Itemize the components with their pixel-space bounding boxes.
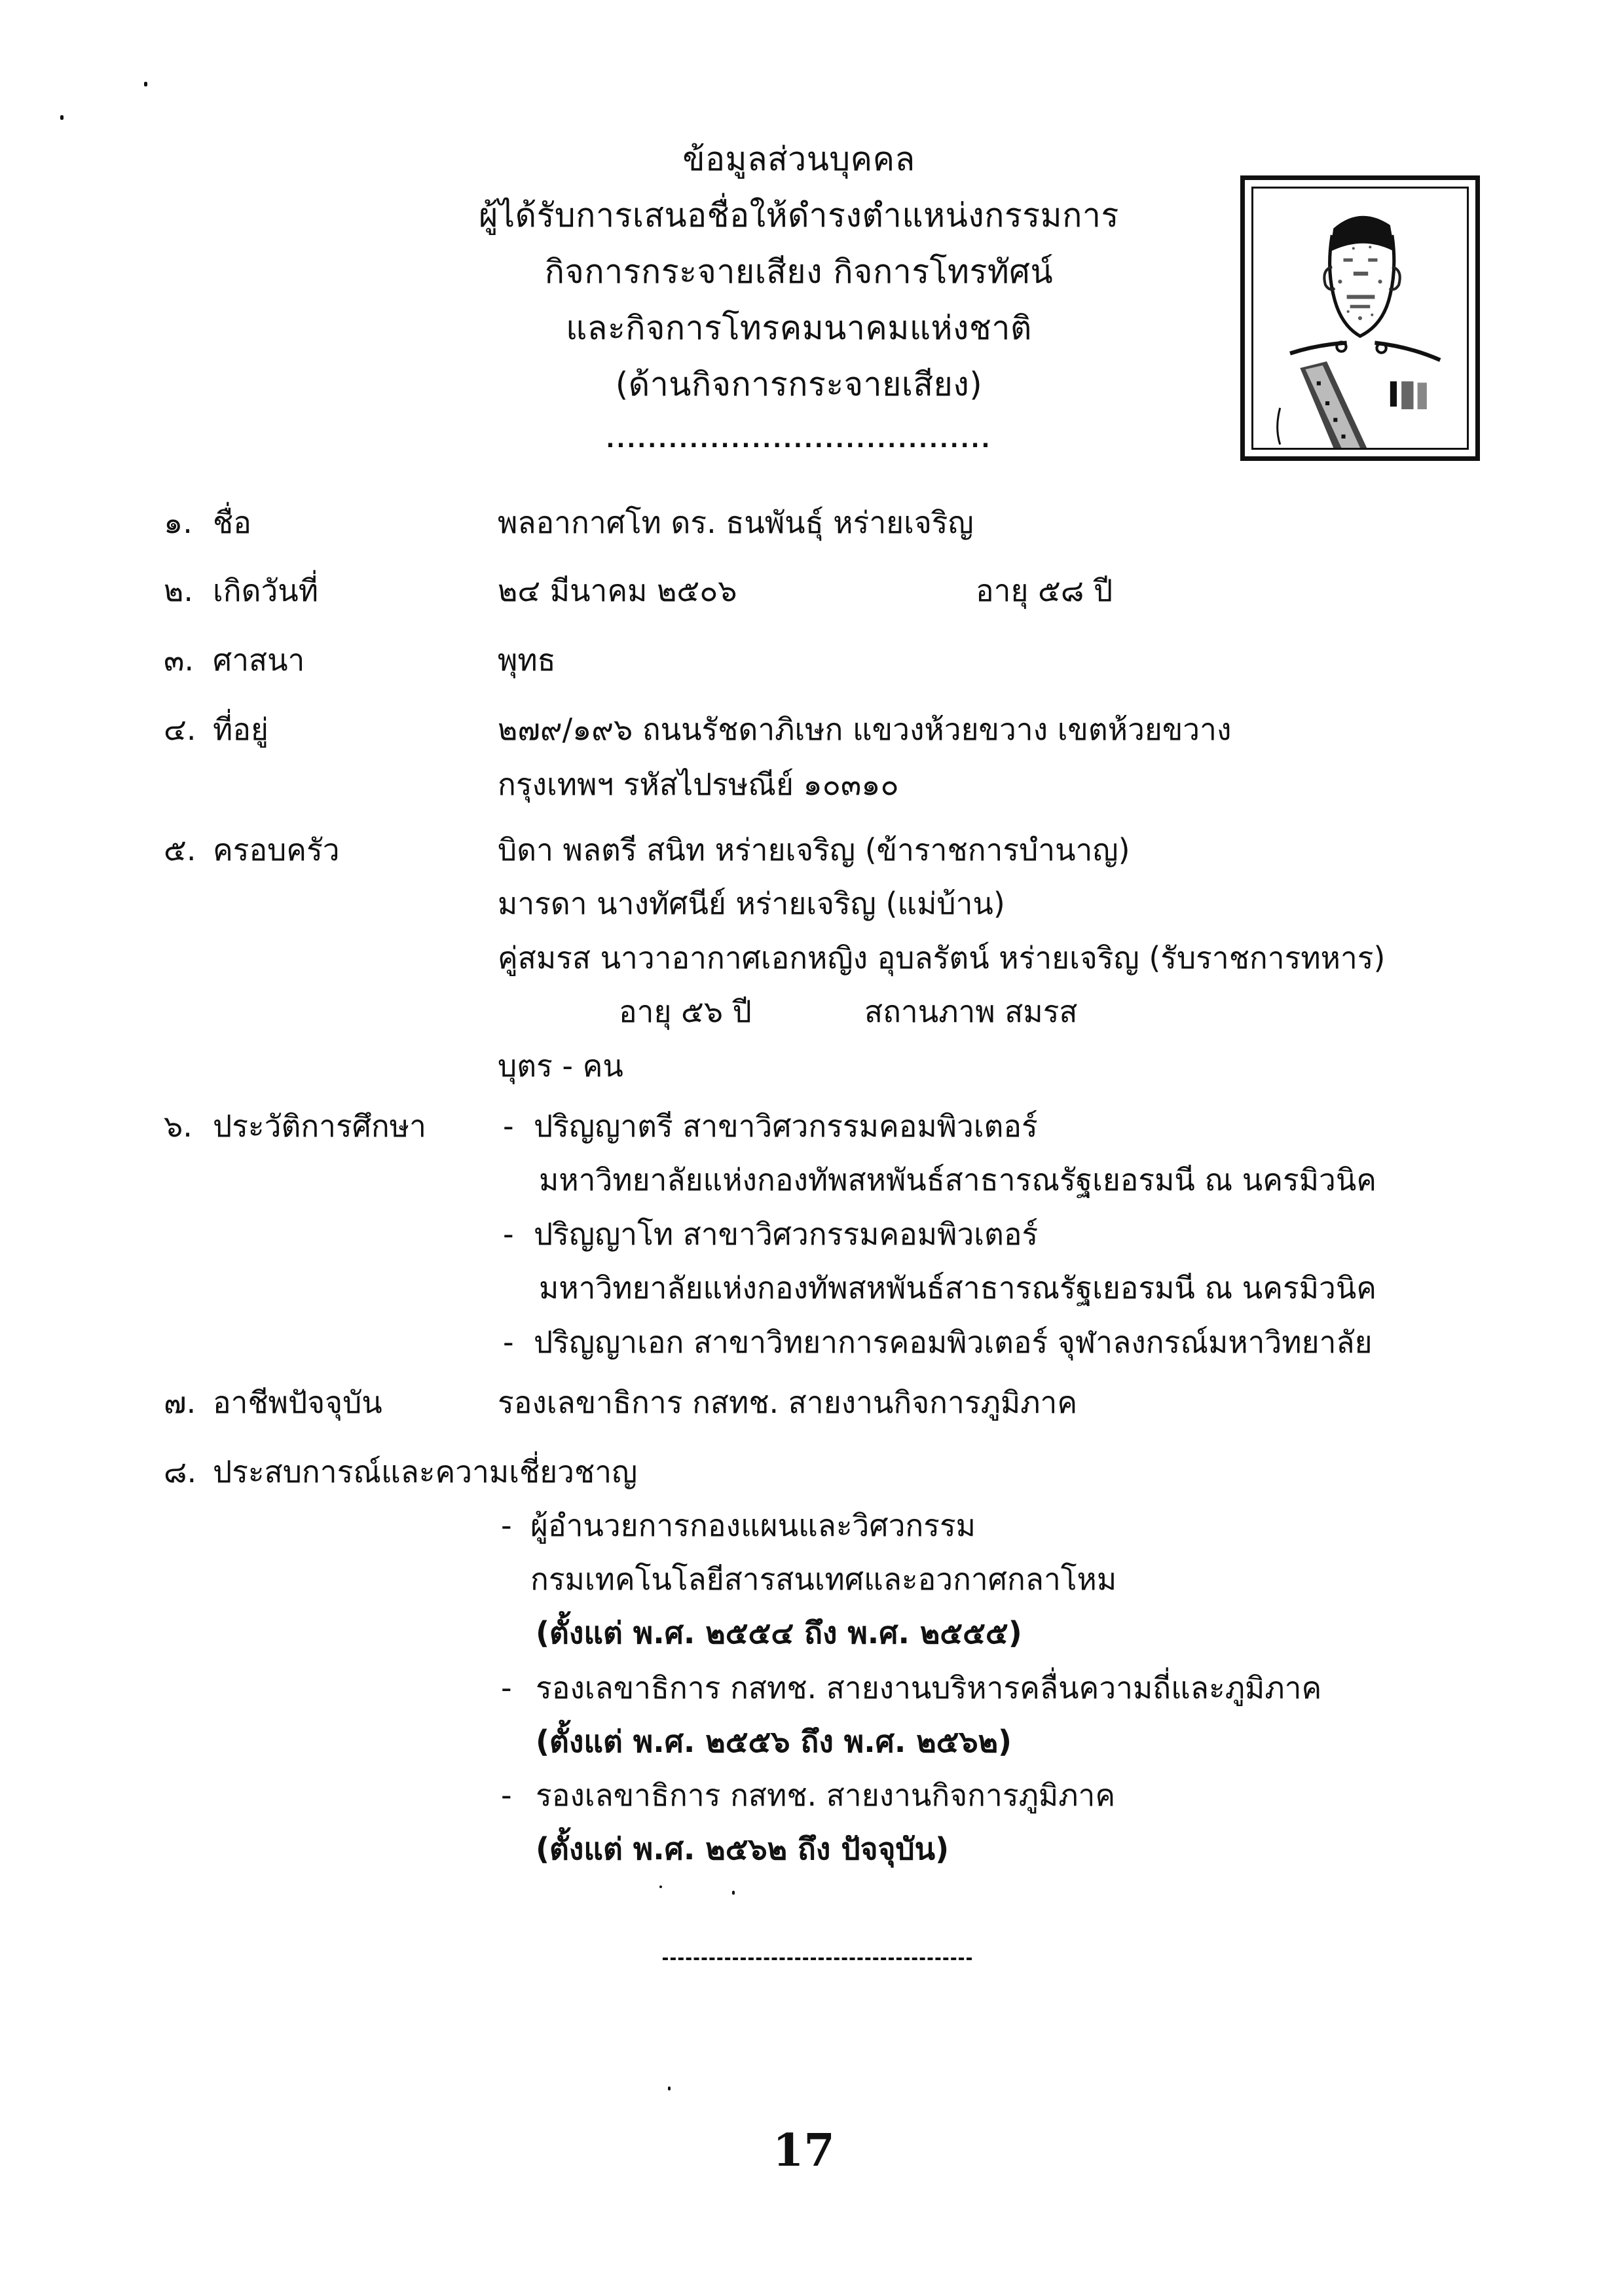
item-label: ที่อยู่ <box>213 712 268 747</box>
end-separator-line <box>663 1958 972 1960</box>
experience-1-line-2: กรมเทคโนโลยีสารสนเทศและอวกาศกลาโหม <box>530 1561 1117 1597</box>
item-experience-row <box>0 1452 1624 1491</box>
scan-speck <box>668 2086 671 2090</box>
bullet-dash: - <box>503 1216 514 1252</box>
title-line-4: และกิจการโทรคมนาคมแห่งชาติ <box>566 309 1032 347</box>
education-institution-1: มหาวิทยาลัยแห่งกองทัพสหพันธ์สาธารณรัฐเยอรมนี ณ นครมิวนิค <box>539 1162 1377 1197</box>
title-line-3: กิจการกระจายเสียง กิจการโทรทัศน์ <box>544 253 1054 291</box>
spouse-status-value: สถานภาพ สมรส <box>864 994 1078 1029</box>
item-name-row <box>0 503 1624 542</box>
scan-speck <box>659 1886 662 1888</box>
bullet-dash: - <box>503 1324 514 1360</box>
item-occupation-row <box>0 1383 1624 1422</box>
scan-speck <box>144 82 147 86</box>
item-label: ประสบการณ์และความเชี่ยวชาญ <box>213 1454 638 1489</box>
education-degree-3: ปริญญาเอก สาขาวิทยาการคอมพิวเตอร์ จุฬาลงกรณ์มหาวิทยาลัย <box>534 1324 1373 1360</box>
spouse-value: คู่สมรส นาวาอากาศเอกหญิง อุบลรัตน์ หร่ายเจริญ (รับราชการทหาร) <box>498 940 1386 975</box>
children-value: บุตร - คน <box>498 1048 623 1084</box>
experience-3-period: (ตั้งแต่ พ.ศ. ๒๕๖๒ ถึง ปัจจุบัน) <box>536 1831 950 1867</box>
scan-speck <box>60 115 64 120</box>
experience-2-period: (ตั้งแต่ พ.ศ. ๒๕๕๖ ถึง พ.ศ. ๒๕๖๒) <box>536 1724 1012 1759</box>
education-institution-2: มหาวิทยาลัยแห่งกองทัพสหพันธ์สาธารณรัฐเยอรมนี ณ นครมิวนิค <box>539 1270 1377 1305</box>
education-degree-1: ปริญญาตรี สาขาวิศวกรรมคอมพิวเตอร์ <box>534 1108 1038 1144</box>
item-number: ๓. <box>164 642 194 678</box>
item-number: ๗. <box>164 1385 196 1420</box>
page-number: 17 <box>773 2124 835 2177</box>
item-label: ศาสนา <box>213 642 305 678</box>
occupation-value: รองเลขาธิการ กสทช. สายงานกิจการภูมิภาค <box>498 1385 1078 1420</box>
item-number: ๒. <box>164 573 193 608</box>
portrait-photo-frame <box>1240 175 1480 461</box>
item-label: อาชีพปัจจุบัน <box>213 1385 382 1420</box>
age-value: อายุ ๕๘ ปี <box>976 573 1113 608</box>
dotted-rule: ..................................... <box>606 427 992 453</box>
experience-1-period: (ตั้งแต่ พ.ศ. ๒๕๕๔ ถึง พ.ศ. ๒๕๕๕) <box>536 1615 1022 1650</box>
item-number: ๔. <box>164 712 196 747</box>
item-family-row <box>0 830 1624 869</box>
item-label: ชื่อ <box>213 505 251 540</box>
experience-1-line-1: ผู้อำนวยการกองแผนและวิศวกรรม <box>530 1508 976 1543</box>
spouse-age-value: อายุ ๕๖ ปี <box>619 994 752 1029</box>
item-address-row <box>0 710 1624 749</box>
document-title <box>406 131 1192 453</box>
name-value: พลอากาศโท ดร. ธนพันธุ์ หร่ายเจริญ <box>498 505 974 540</box>
item-number: ๖. <box>164 1108 193 1144</box>
item-label: เกิดวันที่ <box>213 573 319 608</box>
bullet-dash: - <box>501 1670 512 1705</box>
title-line-1: ข้อมูลส่วนบุคคล <box>682 140 915 178</box>
bullet-dash: - <box>501 1777 512 1813</box>
experience-3-line-1: รองเลขาธิการ กสทช. สายงานกิจการภูมิภาค <box>536 1777 1116 1813</box>
father-value: บิดา พลตรี สนิท หร่ายเจริญ (ข้าราชการบำนาญ) <box>498 832 1130 867</box>
title-line-2: ผู้ได้รับการเสนอชื่อให้ดำรงตำแหน่งกรรมการ <box>479 196 1119 234</box>
item-label: ครอบครัว <box>213 832 340 867</box>
portrait-photo <box>1251 187 1469 450</box>
item-number: ๘. <box>164 1454 197 1489</box>
birth-date-value: ๒๔ มีนาคม ๒๕๐๖ <box>498 573 737 608</box>
bullet-dash: - <box>503 1108 514 1144</box>
address-line-2: กรุงเทพฯ รหัสไปรษณีย์ ๑๐๓๑๐ <box>498 767 899 802</box>
item-label: ประวัติการศึกษา <box>213 1108 426 1144</box>
item-number: ๑. <box>164 505 193 540</box>
education-degree-2: ปริญญาโท สาขาวิศวกรรมคอมพิวเตอร์ <box>534 1216 1039 1252</box>
title-line-5: (ด้านกิจการกระจายเสียง) <box>615 365 983 403</box>
item-number: ๕. <box>164 832 196 867</box>
item-religion-row <box>0 640 1624 680</box>
mother-value: มารดา นางทัศนีย์ หร่ายเจริญ (แม่บ้าน) <box>498 886 1005 921</box>
experience-2-line-1: รองเลขาธิการ กสทช. สายงานบริหารคลื่นความถี่และภูมิภาค <box>536 1670 1322 1705</box>
religion-value: พุทธ <box>498 642 556 678</box>
item-birth-row <box>0 571 1624 610</box>
portrait-image-icon <box>1253 189 1467 448</box>
scan-speck <box>732 1891 735 1895</box>
address-line-1: ๒๗๙/๑๙๖ ถนนรัชดาภิเษก แขวงห้วยขวาง เขตห้วยขวาง <box>498 712 1232 747</box>
bullet-dash: - <box>501 1508 512 1543</box>
